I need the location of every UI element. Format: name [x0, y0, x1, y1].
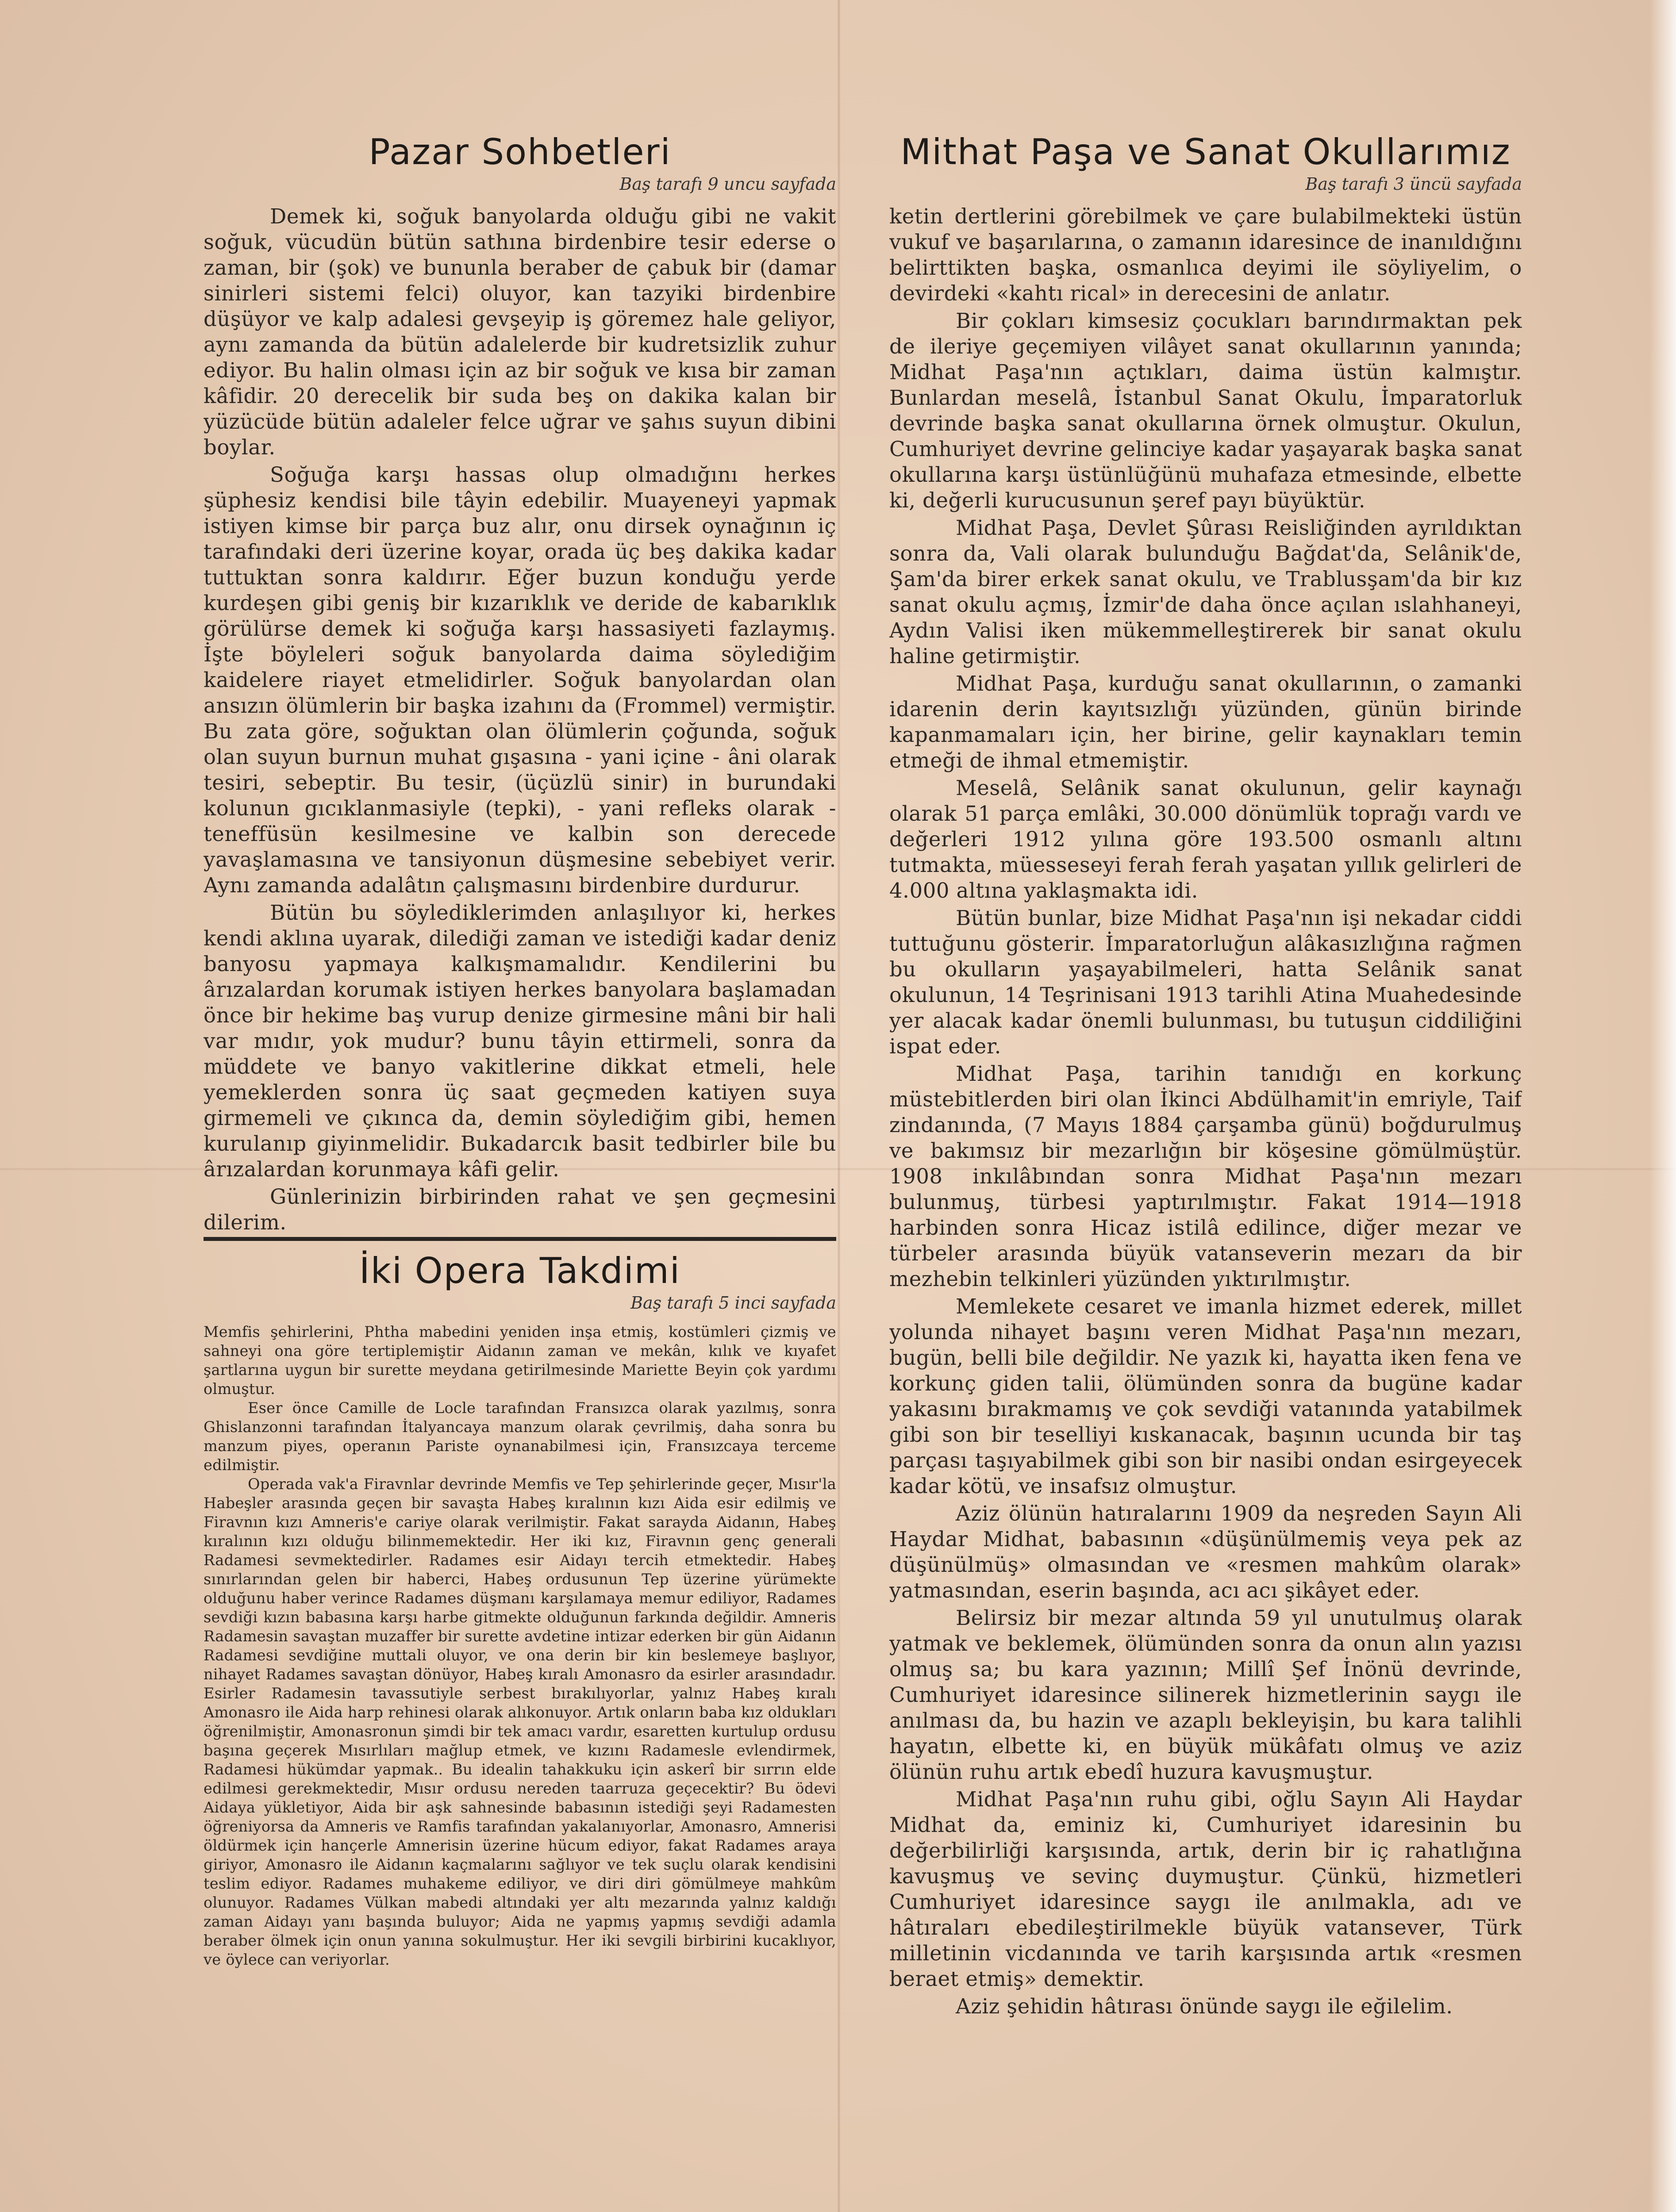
opera-paragraph: Memfis şehirlerini, Phtha mabedini yeniden inşa etmiş, kostümleri çizmiş ve sahneyi ona göre tertiplemiştir Aidanın zaman ve mekân, kılık ve kıyafet şartlarına uygun bir surette meydana getirilmesinde Mariette Beyin çok yardımı olmuştur. [204, 1323, 836, 1398]
center-fold [838, 0, 840, 2212]
opera-paragraph: Operada vak'a Firavnlar devrinde Memfis ve Tep şehirlerinde geçer, Mısır'la Habeşler arasında geçen bir savaşta Habeş kıralının kızı Aida esir edilmiş ve Firavnın kızı Amneris'e cariye olarak verilmiştir. Fakat sarayda Aidanın, Habeş kıralının kızı olduğu bilinmemektedir. Her iki kız, Firavnın genç generali Radamesi sevmektedirler. Radames esir Aidayı tercih etmektedir. Habeş sınırlarından gelen bir haberci, Habeş ordusunun Tep üzerine yürümekte olduğunu haber verince Radames düşmanı karşılamaya memur ediliyor, Radames sevdiği kızın babasına karşı harbe gitmekte olduğunun farkında değildir. Amneris Radamesin savaştan muzaffer bir surette avdetine intizar ederken bir gün Aidanın Radamesi sevdiğine muttali oluyor, ve ona derin bir kin beslemeye başlıyor, nihayet Radames savaştan dönüyor, Habeş kıralı Amonasro da esirler arasındadır. Esirler Radamesin tavassutiyle serbest bırakılıyorlar, yalnız Habeş kıralı Amonasro ile Aida harp rehinesi olarak alıkonuyor. Artık onların baba kız oldukları öğrenilmiştir, Amonasronun şimdi bir tek amacı vardır, esaretten kurtulup ordusu başına geçerek Mısırlıları mağlup etmek, ve kızını Radamesle evlendirmek, Radamesi hükümdar yapmak.. Bu idealin tahakkuku için askerî bir sırrın elde edilmesi gerekmektedir, Mısır ordusu nereden taarruza geçecektir? Bu ödevi Aidaya yükletiyor, Aida bir aşk sahnesinde babasının istediği şeyi Radamesten öğreniyorsa da Amneris ve Ramfis tarafından yakalanıyorlar, Amonasro, Amnerisi öldürmek için hançerle Amnerisin üzerine hücum ediyor, fakat Radames araya giriyor, Amonasro ile Aidanın kaçmalarını sağlıyor ve tek suçlu olarak kendisini teslim ediyor. Radames muhakeme ediliyor, ve diri diri gömülmeye mahkûm olunuyor. Radames Vülkan mabedi altındaki yer altı mezarında yalnız kaldığı zaman Aidayı yanı başında buluyor; Aida ne yapmış yapmış sevdiği adamla beraber ölmek için onun yanına sokulmuştur. Her iki sevgili birbirini kucaklıyor, ve öylece can veriyorlar. [204, 1475, 836, 1968]
torn-edge [1649, 0, 1676, 2212]
mithat-paragraph: Memlekete cesaret ve imanla hizmet ederek, millet yolunda nihayet başını veren Midhat Paşa'nın mezarı, bugün, belli bile değildir. Ne yazık ki, hayatta iken fena ve korkunç giden talii, ölümünden sonra da bugüne kadar yakasını bırakmamış ve çok sevdiği vatanında yatabilmek gibi son bir teselliyi kıskanacak, başının ucunda bir taş parçası taşıyabilmek gibi son bir nasibi ondan esirgeyecek kadar kötü, ve insafsız olmuştur. [889, 1294, 1522, 1498]
opera-title: İki Opera Takdimi [359, 1250, 681, 1291]
pazar-title: Pazar Sohbetleri [369, 133, 671, 173]
mithat-paragraph: Bütün bunlar, bize Midhat Paşa'nın işi nekadar ciddi tuttuğunu gösterir. İmparatorluğun alâkasızlığına rağmen bu okulların yaşayabilmeleri, hatta Selânik sanat okulunun, 14 Teşrinisani 1913 tarihli Atina Muahedesinde yer alacak kadar önemli bulunması, bu tutuşun ciddiliğini ispat eder. [889, 906, 1522, 1058]
pazar-continuation-ref: Baş tarafı 9 uncu sayfada [619, 174, 836, 194]
mithat-paragraph: Midhat Paşa, Devlet Şûrası Reisliğinden ayrıldıktan sonra da, Vali olarak bulunduğu Bağdat'da, Selânik'de, Şam'da birer erkek sanat okulu, ve Trablusşam'da bir kız sanat okulu açmış, İzmir'de daha önce açılan ıslahhaneyi, Aydın Valisi iken mükemmelleştirerek bir sanat okulu haline getirmiştir. [889, 516, 1522, 668]
mithat-paragraph: Midhat Paşa'nın ruhu gibi, oğlu Sayın Ali Haydar Midhat da, eminiz ki, Cumhuriyet idaresinin bu değerbilirliği karşısında, artık, derin bir iç rahatlığına kavuşmuş ve sevinç duymuştur. Çünkü, hizmetleri Cumhuriyet idaresince saygı ile anılmakla, adı ve hâtıraları ebedileştirilmekle büyük vatansever, Türk milletinin vicdanında ve tarih karşısında artık «resmen beraet etmiş» demektir. [889, 1787, 1522, 1991]
mithat-paragraph: Midhat Paşa, kurduğu sanat okullarının, o zamanki idarenin derin kayıtsızlığı yüzünden, günün birinde kapanmamaları için, her birine, gelir kaynakları temin etmeği de ihmal etmemiştir. [889, 672, 1522, 772]
right-column [889, 133, 1522, 2212]
mithat-body [889, 204, 1522, 2019]
mithat-title: Mithat Paşa ve Sanat Okullarımız [900, 133, 1511, 173]
pazar-paragraph: Soğuğa karşı hassas olup olmadığını herkes şüphesiz kendisi bile tâyin edebilir. Muayeneyi yapmak istiyen kimse bir parça buz alır, onu dirsek oynağının iç tarafındaki deri üzerine koyar, orada üç beş dakika kadar tuttuktan sonra kaldırır. Eğer buzun konduğu yerde kurdeşen gibi geniş bir kızarıklık ve deride de kabarıklık görülürse demek ki soğuğa karşı hassasiyeti fazlaymış. İşte böyleleri soğuk banyolarda daima söylediğim kaidelere riayet etmelidirler. Soğuk banyolardan olan ansızın ölümlerin bir başka izahını da (Frommel) vermiştir. Bu zata göre, soğuktan olan ölümlerin çoğunda, soğuk olan suyun burnun muhat gışasına - yani içine - âni olarak tesiri, sebeptir. Bu tesir, (üçüzlü sinir) in burundaki kolunun gıcıklanmasiyle (tepki), - yani refleks olarak - teneffüsün kesilmesine ve kalbin son derecede yavaşlamasına ve tansiyonun düşmesine sebebiyet verir. Aynı zamanda adalâtın çalışmasını birdenbire durdurur. [204, 463, 836, 897]
opera-continuation-ref: Baş tarafı 5 inci sayfada [630, 1293, 836, 1313]
left-column [204, 133, 836, 2212]
section-divider [204, 1237, 836, 1241]
mithat-paragraph: ketin dertlerini görebilmek ve çare bulabilmekteki üstün vukuf ve başarılarına, o zamanın idaresince de inanıldığını belirttikten başka, osmanlıca deyimi ile söyliyelim, o devirdeki «kahtı rical» in derecesini de anlatır. [889, 204, 1522, 305]
pazar-paragraph: Bütün bu söylediklerimden anlaşılıyor ki, herkes kendi aklına uyarak, dilediği zaman ve istediği kadar deniz banyosu yapmaya kalkışmamalıdır. Kendilerini bu ârızalardan korumak istiyen herkes banyolara başlamadan önce bir hekime baş vurup denize girmesine mâni bir hali var mıdır, yok mudur? bunu tâyin ettirmeli, sonra da müddete ve banyo vakitlerine dikkat etmeli, hele yemeklerden sonra üç saat geçmeden katiyen suya girmemeli ve çıkınca da, demin söylediğim gibi, hemen kurulanıp giyinmelidir. Bukadarcık basit tedbirler bile bu ârızalardan korunmaya kâfi gelir. [204, 901, 836, 1181]
opera-paragraph: Eser önce Camille de Locle tarafından Fransızca olarak yazılmış, sonra Ghislanzonni tarafından İtalyancaya manzum olarak çevrilmiş, daha sonra bu manzum piyes, operanın Pariste oynanabilmesi için, Fransızcaya terceme edilmiştir. [204, 1399, 836, 1474]
opera-body [204, 1322, 836, 1969]
mithat-paragraph: Meselâ, Selânik sanat okulunun, gelir kaynağı olarak 51 parça emlâki, 30.000 dönümlük toprağı vardı ve değerleri 1912 yılına göre 193.500 osmanlı altını tutmakta, müesseseyi ferah ferah yaşatan yıllık gelirleri de 4.000 altına yaklaşmakta idi. [889, 776, 1522, 902]
mithat-paragraph: Bir çokları kimsesiz çocukları barındırmaktan pek de ileriye geçemiyen vilâyet sanat okullarının yanında; Midhat Paşa'nın açtıkları, daima üstün kalmıştır. Bunlardan meselâ, İstanbul Sanat Okulu, İmparatorluk devrinde başka sanat okullarına örnek olmuştur. Okulun, Cumhuriyet devrine gelinciye kadar yaşayarak başka sanat okullarına karşı üstünlüğünü muhafaza etmesinde, elbette ki, değerli kurucusunun şeref payı büyüktür. [889, 309, 1522, 512]
mithat-paragraph: Aziz şehidin hâtırası önünde saygı ile eğilelim. [956, 1994, 1453, 2018]
mithat-continuation-ref: Baş tarafı 3 üncü sayfada [1305, 174, 1522, 194]
mithat-paragraph: Belirsiz bir mezar altında 59 yıl unutulmuş olarak yatmak ve beklemek, ölümünden sonra da onun alın yazısı olmuş sa; bu kara yazının; Millî Şef İnönü devrinde, Cumhuriyet idaresince silinerek hizmetlerinin saygı ile anılması da, bu hazin ve azaplı bekleyişin, bu kara talihli hayatın, elbette ki, en büyük mükâfatı olmuş ve aziz ölünün ruhu artık ebedî huzura kavuşmuştur. [889, 1606, 1522, 1784]
pazar-paragraph: Günlerinizin birbirinden rahat ve şen geçmesini dilerim. [204, 1185, 836, 1234]
pazar-paragraph: Demek ki, soğuk banyolarda olduğu gibi ne vakit soğuk, vücudün bütün sathına birdenbire tesir ederse o zaman, bir (şok) ve bununla beraber de çabuk bir (damar sinirleri sistemi felci) oluyor, kan tazyiki birdenbire düşüyor ve kalp adalesi gevşeyip iş göremez hale geliyor, aynı zamanda da bütün adalelerde bir kudretsizlik zuhur ediyor. Bu halin olması için az bir soğuk ve kısa bir zaman kâfidir. 20 derecelik bir suda beş on dakika kalan bir yüzücüde bütün adaleler felce uğrar ve şahıs suyun dibini boylar. [204, 204, 836, 459]
mithat-paragraph: Aziz ölünün hatıralarını 1909 da neşreden Sayın Ali Haydar Midhat, babasının «düşünülmemiş veya pek az düşünülmüş» olmasından ve «resmen mahkûm olarak» yatmasından, eserin başında, acı acı şikâyet eder. [889, 1502, 1522, 1602]
pazar-body [204, 204, 836, 1235]
mithat-paragraph: Midhat Paşa, tarihin tanıdığı en korkunç müstebitlerden biri olan İkinci Abdülhamit'in emriyle, Taif zindanında, (7 Mayıs 1884 çarşamba günü) boğdurulmuş ve bakımsız bir mezarlığın bir köşesine gömülmüştür. 1908 inkılâbından sonra Midhat Paşa'nın mezarı bulunmuş, türbesi yaptırılmıştır. Fakat 1914—1918 harbinden sonra Hicaz istilâ edilince, diğer mezar ve türbeler arasında büyük vatanseverin mezarı da bir mezhebin telkinleri yüzünden yıktırılmıştır. [889, 1062, 1522, 1291]
